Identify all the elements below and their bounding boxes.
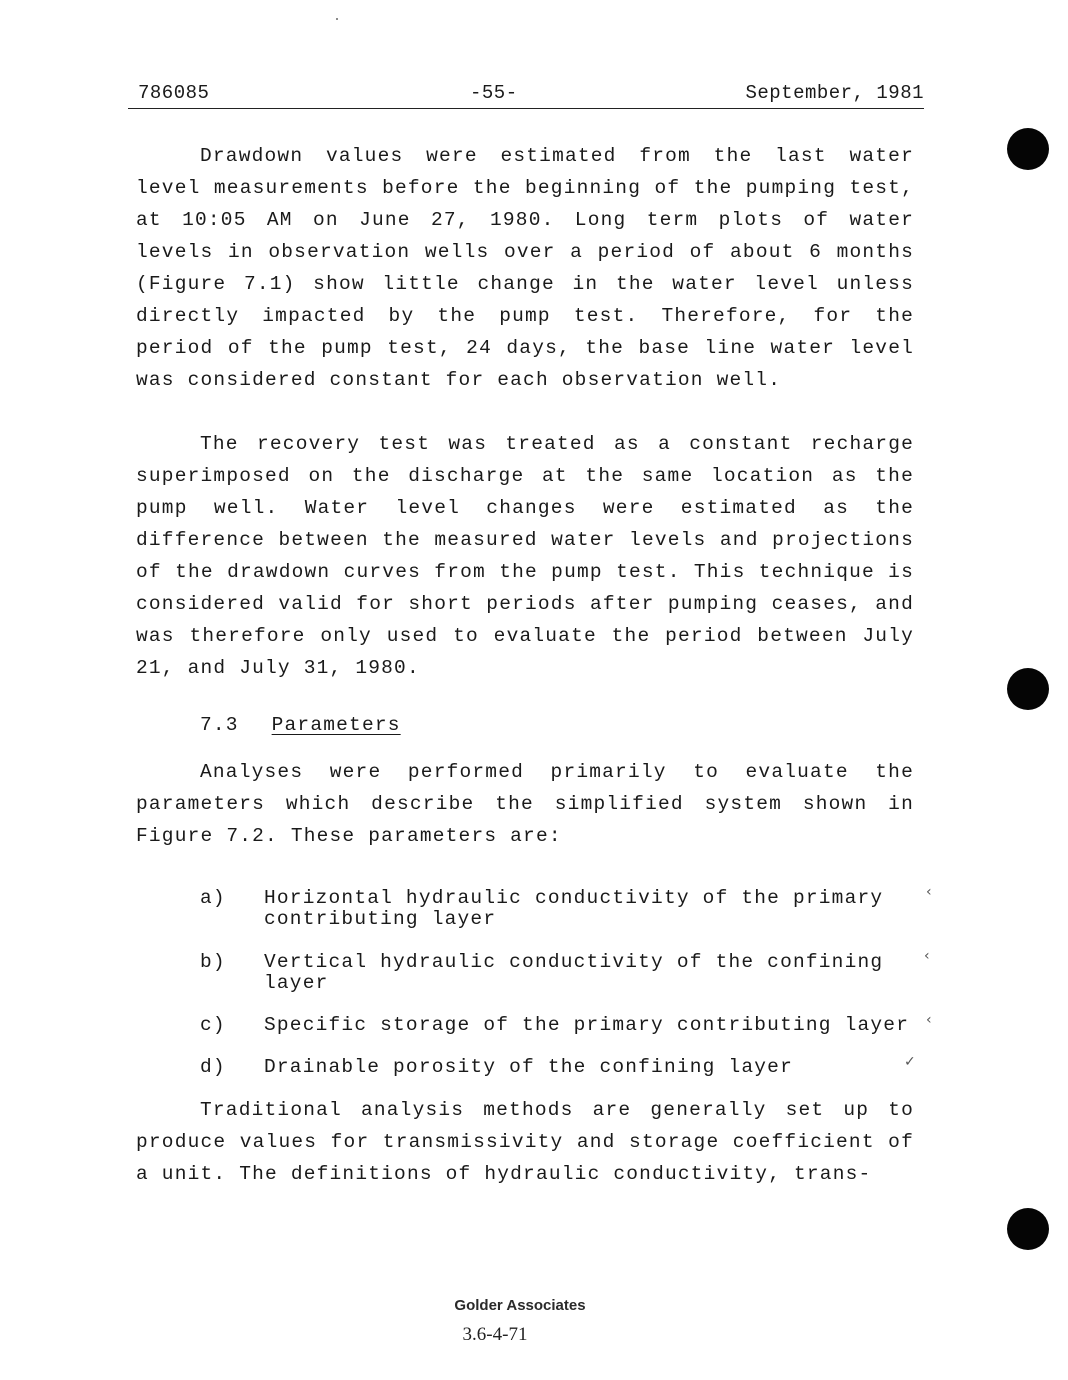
punch-hole-icon [1007, 668, 1049, 710]
document-number: 786085 [138, 82, 210, 104]
check-mark-icon: ‹ [926, 884, 932, 900]
list-item-text: Vertical hydraulic conductivity of the confining layer [264, 951, 884, 994]
footer-document-code: 3.6-4-71 [462, 1324, 528, 1345]
list-marker: d) [200, 1056, 226, 1078]
page-header [128, 78, 924, 109]
list-marker: c) [200, 1014, 226, 1036]
header-date: September, 1981 [745, 82, 924, 104]
paragraph-recovery-test: The recovery test was treated as a constant recharge superimposed on the discharge at the same location as the pump well. Water level changes were estimated as the difference between the measured water levels and projections of the drawdown curves from the pump test. This technique is considered valid for short periods after pumping ceases, and was therefore only used to evaluate the period between July 21, and July 31, 1980. [136, 433, 914, 679]
paragraph-traditional-analysis: Traditional analysis methods are generally set up to produce values for transmissivity and storage coefficient of a unit. The definitions of hydraulic conductivity, trans- [136, 1099, 914, 1185]
paragraph-drawdown: Drawdown values were estimated from the last water level measurements before the beginning of the pumping test, at 10:05 AM on June 27, 1980. Long term plots of water levels in observation wells over a period of about 6 months (Figure 7.1) show little change in the water level unless directly impacted by the pump test. Therefore, for the period of the pump test, 24 days, the base line water level was considered constant for each observation well. [136, 145, 914, 391]
section-title: Parameters [271, 714, 401, 736]
check-mark-icon: ✓ [904, 1054, 916, 1070]
footer-firm-name: Golder Associates [454, 1297, 586, 1314]
punch-hole-icon [1007, 128, 1049, 170]
paragraph-analyses: Analyses were performed primarily to evaluate the parameters which describe the simplified system shown in Figure 7.2. These parameters are: [136, 761, 914, 847]
list-marker: a) [200, 887, 226, 909]
list-item-text: Specific storage of the primary contributing layer [264, 1014, 910, 1036]
check-mark-icon: ‹ [924, 948, 930, 964]
list-item-text: Horizontal hydraulic conductivity of the primary contributing layer [264, 887, 884, 930]
section-heading [200, 714, 401, 736]
page-number: -55- [470, 82, 518, 104]
scan-speck [336, 18, 338, 20]
section-number: 7.3 [200, 714, 239, 736]
punch-hole-icon [1007, 1208, 1049, 1250]
list-item-text: Drainable porosity of the confining layer [264, 1056, 793, 1078]
list-marker: b) [200, 951, 226, 973]
check-mark-icon: ‹ [926, 1012, 932, 1028]
